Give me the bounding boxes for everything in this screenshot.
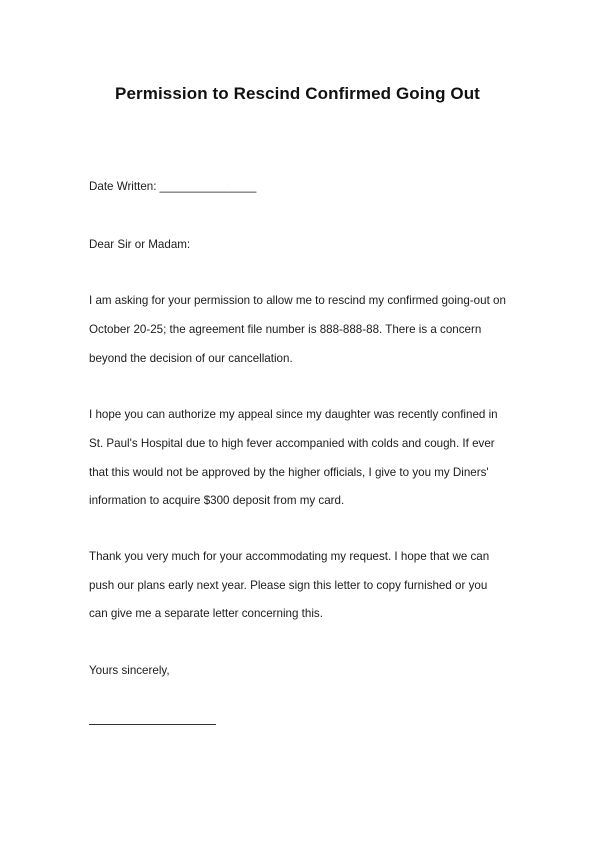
paragraph-3-line: Thank you very much for your accommodating my request. I hope that we can [89, 550, 490, 563]
date-written-line: Date Written: _______________ [89, 180, 257, 193]
paragraph-2-line: that this would not be approved by the higher officials, I give to you my Diners' [89, 466, 489, 479]
paragraph-2-line: I hope you can authorize my appeal since my daughter was recently confined in [89, 408, 498, 421]
paragraph-1-line: October 20-25; the agreement file number is 888-888-88. There is a concern [89, 323, 482, 336]
closing: Yours sincerely, [89, 664, 170, 677]
paragraph-1-line: I am asking for your permission to allow me to rescind my confirmed going-out on [89, 294, 506, 307]
salutation: Dear Sir or Madam: [89, 238, 191, 251]
paragraph-3-line: push our plans early next year. Please sign this letter to copy furnished or you [89, 579, 488, 592]
signature-line [89, 724, 216, 725]
paragraph-2-line: St. Paul's Hospital due to high fever accompanied with colds and cough. If ever [89, 437, 495, 450]
paragraph-1-line: beyond the decision of our cancellation. [89, 352, 293, 365]
letter-title: Permission to Rescind Confirmed Going Out [115, 84, 480, 103]
paragraph-2-line: information to acquire $300 deposit from my card. [89, 494, 345, 507]
paragraph-3-line: can give me a separate letter concerning this. [89, 607, 323, 620]
